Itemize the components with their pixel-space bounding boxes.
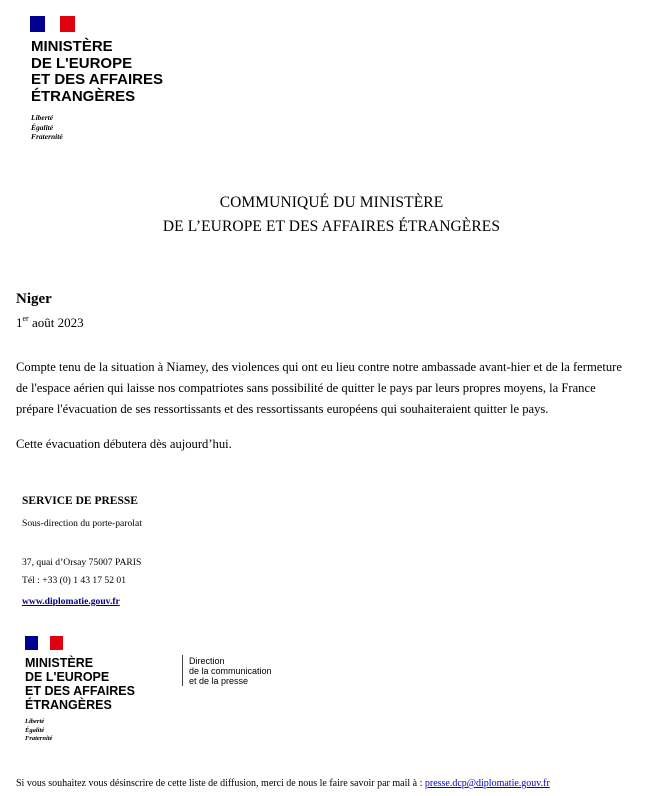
ministry-name-line: DE L'EUROPE [25,670,110,684]
unsubscribe-text: Si vous souhaitez vous désinscrire de cette liste de diffusion, merci de nous le faire savoir par mail à : [16,778,425,789]
republic-motto [31,113,63,142]
communique-date [16,315,84,331]
motto-line: Liberté [25,718,45,725]
motto-line: Égalité [25,726,45,734]
ministry-name-line: ÉTRANGÈRES [25,698,112,712]
ministry-name [25,656,135,712]
direction-line: de la communication [189,666,272,676]
motto-line: Fraternité [31,132,63,141]
direction-communication [189,656,272,686]
date-day: 1 [16,315,23,330]
press-service-title: SERVICE DE PRESSE [22,495,138,507]
communique-title-line2: DE L’EUROPE ET DES AFFAIRES ÉTRANGÈRES [162,218,501,235]
ministry-name-line: ET DES AFFAIRES [25,684,135,698]
logo-divider [182,655,183,686]
ministry-name-line: ET DES AFFAIRES [31,71,163,88]
marianne-flag-icon [25,636,63,650]
republic-motto [25,718,52,744]
motto-line: Liberté [31,113,54,122]
press-email-link[interactable]: presse.dcp@diplomatie.gouv.fr [424,778,550,789]
ministry-name-line: ÉTRANGÈRES [31,87,136,105]
motto-line: Fraternité [25,735,53,742]
date-rest: août 2023 [28,315,84,330]
ministry-name-line: MINISTÈRE [25,656,94,670]
ministry-name [31,39,163,105]
press-service-subtitle: Sous-direction du porte-parolat [22,518,142,529]
unsubscribe-notice [16,778,550,789]
ministry-name-line: MINISTÈRE [31,38,113,55]
body-paragraph-1 [16,357,644,420]
body-line: de l'espace aérien qui laisse nos compatriotes sans possibilité de quitter le pays par leurs propres moyens, la France [16,381,596,395]
website-link[interactable]: www.diplomatie.gouv.fr [22,596,120,607]
body-line: prépare l'évacuation de ses ressortissants et des ressortissants européens qui souhaiteraient quitter le pays. [16,402,549,416]
date-suffix: er [22,314,29,323]
press-phone: Tél : +33 (0) 1 43 17 52 01 [22,575,126,586]
ministry-name-line: DE L'EUROPE [31,54,133,72]
press-address: 37, quai d’Orsay 75007 PARIS [22,557,142,568]
direction-line: Direction [189,656,225,666]
body-paragraph-2: Cette évacuation débutera dès aujourd’hui. [16,437,232,451]
motto-line: Égalité [31,122,54,132]
body-line: Compte tenu de la situation à Niamey, des violences qui ont eu lieu contre notre ambassade avant-hier et de la fermeture [16,360,622,374]
direction-line: et de la presse [189,676,249,686]
marianne-flag-icon [30,16,75,32]
country-heading: Niger [16,291,52,307]
communique-title-line1: COMMUNIQUÉ DU MINISTÈRE [219,194,444,211]
